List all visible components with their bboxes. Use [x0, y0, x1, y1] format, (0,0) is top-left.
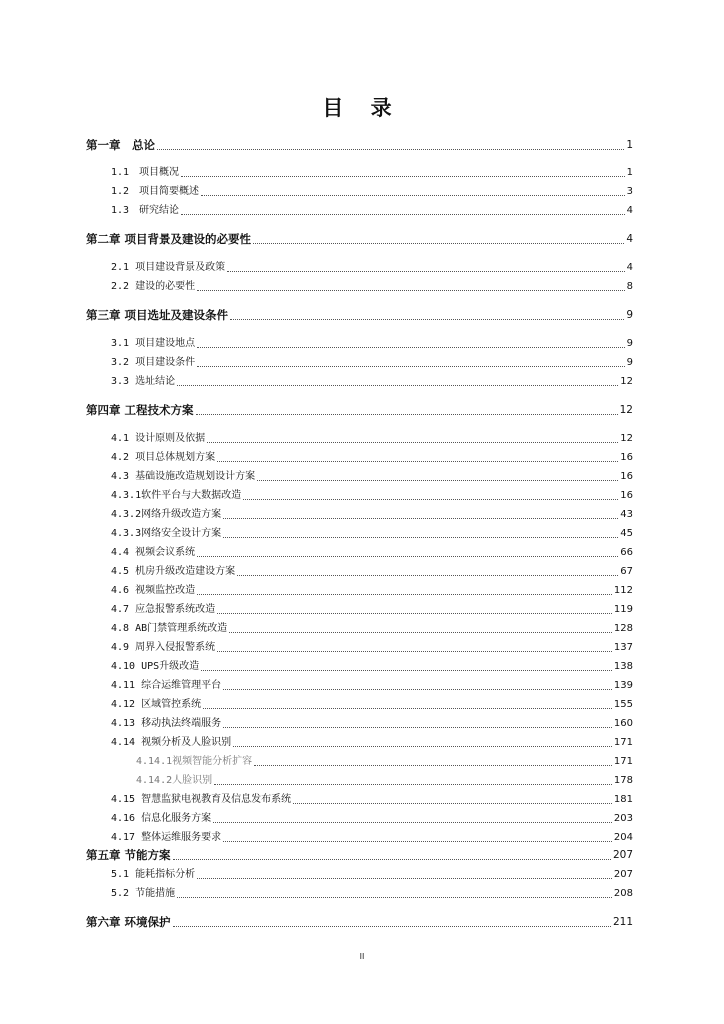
dot-leader	[223, 536, 618, 538]
page-title: 目 录	[322, 96, 402, 120]
dot-leader	[177, 384, 618, 386]
toc-entry-label: 4.3.3网络安全设计方案	[111, 528, 222, 539]
toc-entry-page-number: 9	[626, 309, 633, 321]
toc-entry-page-number: 16	[620, 471, 633, 482]
toc-chapter-entry[interactable]	[86, 847, 633, 863]
toc-entry-label: 第六章 环境保护	[86, 915, 171, 929]
dot-leader	[243, 498, 618, 500]
dot-leader	[181, 175, 625, 177]
page-number-footer: II	[359, 952, 365, 961]
toc-entry-label: 4.10 UPS升级改造	[111, 661, 200, 672]
toc-section-entry[interactable]	[111, 696, 633, 712]
toc-entry-label: 第三章 项目选址及建设条件	[86, 308, 229, 322]
toc-entry-label: 4.17 整体运维服务要求	[111, 832, 222, 843]
dot-leader	[197, 346, 625, 348]
toc-entry-page-number: 128	[613, 623, 633, 634]
dot-leader	[197, 593, 612, 595]
dot-leader	[196, 413, 618, 415]
toc-section-entry[interactable]	[111, 259, 633, 275]
toc-entry-page-number: 208	[613, 888, 633, 899]
toc-entry-page-number: 112	[613, 585, 633, 596]
toc-entry-label: 4.7 应急报警系统改造	[111, 604, 216, 615]
toc-entry-label: 4.14 视频分析及人脸识别	[111, 737, 232, 748]
dot-leader	[203, 707, 612, 709]
toc-entry-page-number: 12	[619, 404, 633, 416]
dot-leader	[207, 441, 618, 443]
dot-leader	[197, 365, 625, 367]
toc-entry-page-number: 9	[626, 357, 633, 368]
toc-entry-label: 1.2 项目简要概述	[111, 186, 200, 197]
toc-entry-page-number: 178	[613, 775, 633, 786]
dot-leader	[230, 318, 624, 320]
toc-entry-label: 4.15 智慧监狱电视教育及信息发布系统	[111, 794, 292, 805]
dot-leader	[223, 517, 618, 519]
dot-leader	[197, 289, 625, 291]
dot-leader	[201, 669, 612, 671]
toc-entry-page-number: 204	[613, 832, 633, 843]
toc-entry-label: 5.2 节能措施	[111, 888, 176, 899]
dot-leader	[229, 631, 612, 633]
toc-entry-page-number: 16	[620, 452, 633, 463]
dot-leader	[197, 877, 612, 879]
toc-entry-page-number: 4	[626, 233, 633, 245]
dot-leader	[214, 783, 612, 785]
toc-entry-label: 5.1 能耗指标分析	[111, 869, 196, 880]
toc-section-entry[interactable]	[111, 449, 633, 465]
toc-entry-label: 1.3 研究结论	[111, 205, 180, 216]
toc-section-entry[interactable]	[111, 506, 633, 522]
toc-entry-page-number: 211	[612, 916, 633, 928]
toc-entry-page-number: 12	[620, 433, 633, 444]
toc-section-entry[interactable]	[111, 715, 633, 731]
toc-entry-label: 4.5 机房升级改造建设方案	[111, 566, 236, 577]
dot-leader	[173, 858, 611, 860]
toc-section-entry[interactable]	[111, 582, 633, 598]
toc-section-entry[interactable]	[111, 468, 633, 484]
toc-entry-label: 4.1 设计原则及依据	[111, 433, 206, 444]
toc-section-entry[interactable]	[111, 183, 633, 199]
toc-entry-label: 3.3 选址结论	[111, 376, 176, 387]
toc-entry-page-number: 8	[626, 281, 633, 292]
toc-entry-page-number: 43	[620, 509, 633, 520]
toc-entry-label: 3.2 项目建设条件	[111, 357, 196, 368]
dot-leader	[157, 148, 624, 150]
toc-entry-label: 4.11 综合运维管理平台	[111, 680, 222, 691]
toc-entry-page-number: 181	[613, 794, 633, 805]
toc-section-entry[interactable]	[111, 544, 633, 560]
toc-entry-label: 4.4 视频会议系统	[111, 547, 196, 558]
toc-entry-page-number: 203	[613, 813, 633, 824]
toc-entry-page-number: 160	[613, 718, 633, 729]
toc-chapter-entry[interactable]	[86, 307, 633, 323]
toc-section-entry[interactable]	[111, 487, 633, 503]
toc-entry-label: 2.2 建设的必要性	[111, 281, 196, 292]
toc-section-entry[interactable]	[111, 335, 633, 351]
toc-chapter-entry[interactable]	[86, 914, 633, 930]
toc-entry-label: 4.13 移动执法终端服务	[111, 718, 222, 729]
dot-leader	[223, 688, 612, 690]
toc-entry-page-number: 3	[626, 186, 633, 197]
toc-section-entry[interactable]	[111, 885, 633, 901]
toc-entry-label: 3.1 项目建设地点	[111, 338, 196, 349]
dot-leader	[217, 612, 612, 614]
toc-entry-label: 4.14.1视频智能分析扩容	[136, 756, 253, 767]
toc-section-entry[interactable]	[111, 658, 633, 674]
toc-entry-page-number: 155	[613, 699, 633, 710]
toc-entry-label: 4.8 AB门禁管理系统改造	[111, 623, 228, 634]
toc-section-entry[interactable]	[111, 677, 633, 693]
toc-section-entry[interactable]	[111, 620, 633, 636]
toc-section-entry[interactable]	[111, 164, 633, 180]
toc-entry-label: 第一章 总论	[86, 138, 155, 152]
dot-leader	[227, 270, 625, 272]
toc-entry-page-number: 66	[620, 547, 633, 558]
toc-section-entry[interactable]	[111, 354, 633, 370]
toc-entry-label: 第五章 节能方案	[86, 848, 171, 862]
toc-section-entry[interactable]	[111, 829, 633, 845]
toc-entry-page-number: 171	[613, 737, 633, 748]
toc-subsection-entry[interactable]	[136, 772, 633, 788]
toc-section-entry[interactable]	[111, 866, 633, 882]
toc-chapter-entry[interactable]	[86, 137, 633, 153]
toc-section-entry[interactable]	[111, 810, 633, 826]
toc-entry-label: 4.14.2人脸识别	[136, 775, 213, 786]
toc-section-entry[interactable]	[111, 791, 633, 807]
toc-entry-page-number: 171	[613, 756, 633, 767]
toc-entry-page-number: 207	[612, 849, 633, 861]
toc-section-entry[interactable]	[111, 734, 633, 750]
toc-entry-label: 4.12 区域管控系统	[111, 699, 202, 710]
toc-entry-page-number: 16	[620, 490, 633, 501]
toc-entry-page-number: 67	[620, 566, 633, 577]
toc-section-entry[interactable]	[111, 278, 633, 294]
dot-leader	[293, 802, 612, 804]
toc-entry-page-number: 4	[626, 262, 633, 273]
toc-entry-page-number: 119	[613, 604, 633, 615]
dot-leader	[213, 821, 612, 823]
toc-entry-page-number: 12	[620, 376, 633, 387]
toc-section-entry[interactable]	[111, 563, 633, 579]
toc-chapter-entry[interactable]	[86, 402, 633, 418]
toc-entry-label: 第二章 项目背景及建设的必要性	[86, 232, 252, 246]
toc-entry-label: 4.16 信息化服务方案	[111, 813, 212, 824]
dot-leader	[217, 460, 618, 462]
dot-leader	[257, 479, 618, 481]
dot-leader	[197, 555, 618, 557]
dot-leader	[233, 745, 612, 747]
toc-entry-page-number: 45	[620, 528, 633, 539]
toc-chapter-entry[interactable]	[86, 231, 633, 247]
toc-section-entry[interactable]	[111, 639, 633, 655]
toc-entry-page-number: 138	[613, 661, 633, 672]
toc-entry-page-number: 1	[626, 167, 633, 178]
dot-leader	[201, 194, 625, 196]
toc-subsection-entry[interactable]	[136, 753, 633, 769]
toc-section-entry[interactable]	[111, 430, 633, 446]
dot-leader	[223, 726, 612, 728]
toc-entry-label: 4.9 周界入侵报警系统	[111, 642, 216, 653]
toc-section-entry[interactable]	[111, 373, 633, 389]
toc-entry-label: 4.2 项目总体规划方案	[111, 452, 216, 463]
toc-entry-page-number: 4	[626, 205, 633, 216]
dot-leader	[253, 242, 624, 244]
toc-entry-label: 2.1 项目建设背景及政策	[111, 262, 226, 273]
toc-entry-label: 4.6 视频监控改造	[111, 585, 196, 596]
toc-entry-page-number: 139	[613, 680, 633, 691]
toc-entry-page-number: 9	[626, 338, 633, 349]
toc-section-entry[interactable]	[111, 202, 633, 218]
toc-entry-label: 第四章 工程技术方案	[86, 403, 194, 417]
dot-leader	[177, 896, 612, 898]
dot-leader	[173, 925, 611, 927]
toc-entry-label: 4.3.2网络升级改造方案	[111, 509, 222, 520]
toc-entry-label: 1.1 项目概况	[111, 167, 180, 178]
dot-leader	[254, 764, 612, 766]
toc-entry-label: 4.3.1软件平台与大数据改造	[111, 490, 242, 501]
toc-entry-page-number: 137	[613, 642, 633, 653]
toc-section-entry[interactable]	[111, 601, 633, 617]
toc-entry-label: 4.3 基础设施改造规划设计方案	[111, 471, 256, 482]
toc-entry-page-number: 207	[613, 869, 633, 880]
dot-leader	[217, 650, 612, 652]
toc-entry-page-number: 1	[626, 139, 633, 151]
dot-leader	[223, 840, 612, 842]
dot-leader	[237, 574, 618, 576]
toc-section-entry[interactable]	[111, 525, 633, 541]
dot-leader	[181, 213, 625, 215]
